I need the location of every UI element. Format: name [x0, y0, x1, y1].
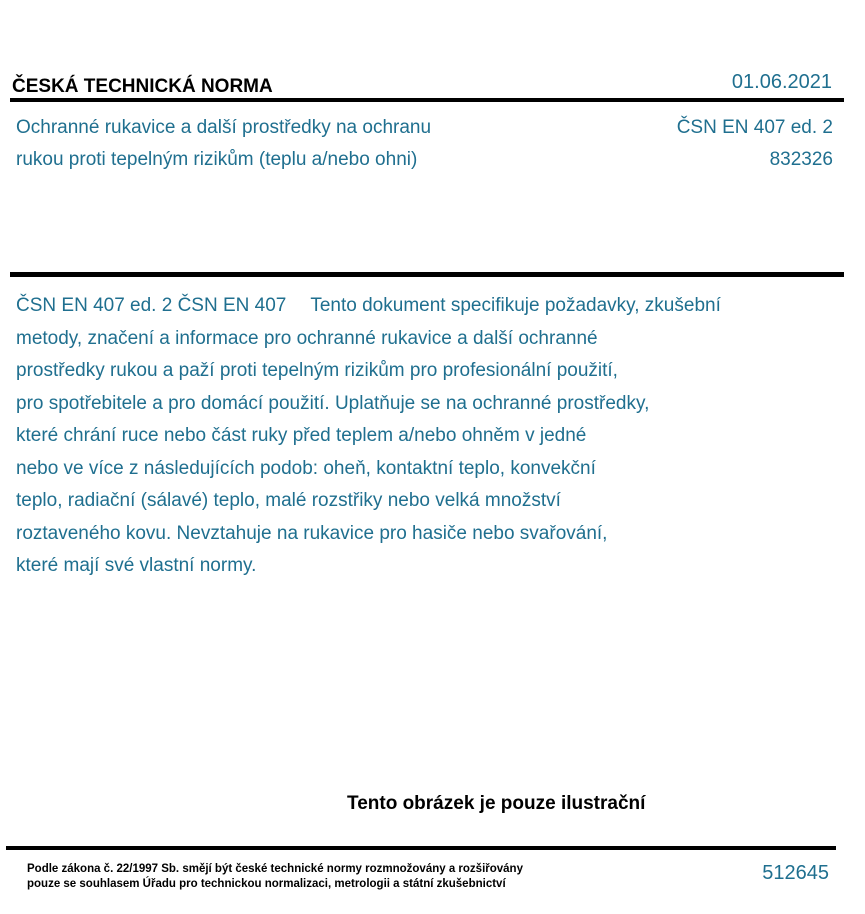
abstract-line: [16, 290, 836, 323]
abstract-line-text: Tento dokument specifikuje požadavky, zkušební: [310, 295, 721, 316]
abstract-line: nebo ve více z následujících podob: oheň, kontaktní teplo, konvekční: [16, 457, 596, 479]
abstract-line: teplo, radiační (sálavé) teplo, malé rozstřiky nebo velká množství: [16, 490, 561, 511]
legal-notice: [27, 862, 523, 892]
abstract-line: které chrání ruce nebo část ruky před teplem a/nebo ohněm v jedné: [16, 425, 587, 446]
footer-divider: [6, 846, 836, 850]
abstract-line: metody, značení a informace pro ochranné rukavice a další ochranné: [16, 327, 598, 349]
abstract-line: prostředky rukou a paží proti tepelným rizikům pro profesionální použití,: [16, 360, 618, 381]
standard-title-line-2: rukou proti tepelným rizikům (teplu a/nebo ohni): [16, 149, 418, 170]
abstract-text: [16, 290, 836, 583]
abstract-line: roztaveného kovu. Nevztahuje na rukavice pro hasiče nebo svařování,: [16, 522, 608, 544]
header-divider: [10, 98, 844, 102]
standard-code: ČSN EN 407 ed. 2: [676, 117, 833, 138]
abstract-line: pro spotřebitele a pro domácí použití. Uplatňuje se na ochranné prostředky,: [16, 392, 650, 414]
publication-date: 01.06.2021: [731, 71, 832, 93]
standard-reference: ČSN EN 407 ed. 2 ČSN EN 407: [16, 295, 287, 316]
document-id: 512645: [762, 862, 829, 884]
abstract-line: které mají své vlastní normy.: [16, 555, 257, 576]
catalog-number: 832326: [769, 149, 833, 170]
illustration-note: Tento obrázek je pouze ilustrační: [347, 793, 646, 814]
legal-notice-line-1: Podle zákona č. 22/1997 Sb. smějí být české technické normy rozmnožovány a rozšiřovány: [27, 863, 523, 875]
document-header-title: ČESKÁ TECHNICKÁ NORMA: [12, 76, 273, 97]
section-divider: [10, 272, 844, 277]
legal-notice-line-2: pouze se souhlasem Úřadu pro technickou normalizaci, metrologii a státní zkušebnictví: [27, 878, 506, 890]
standard-title-line-1: Ochranné rukavice a další prostředky na ochranu: [16, 117, 432, 138]
